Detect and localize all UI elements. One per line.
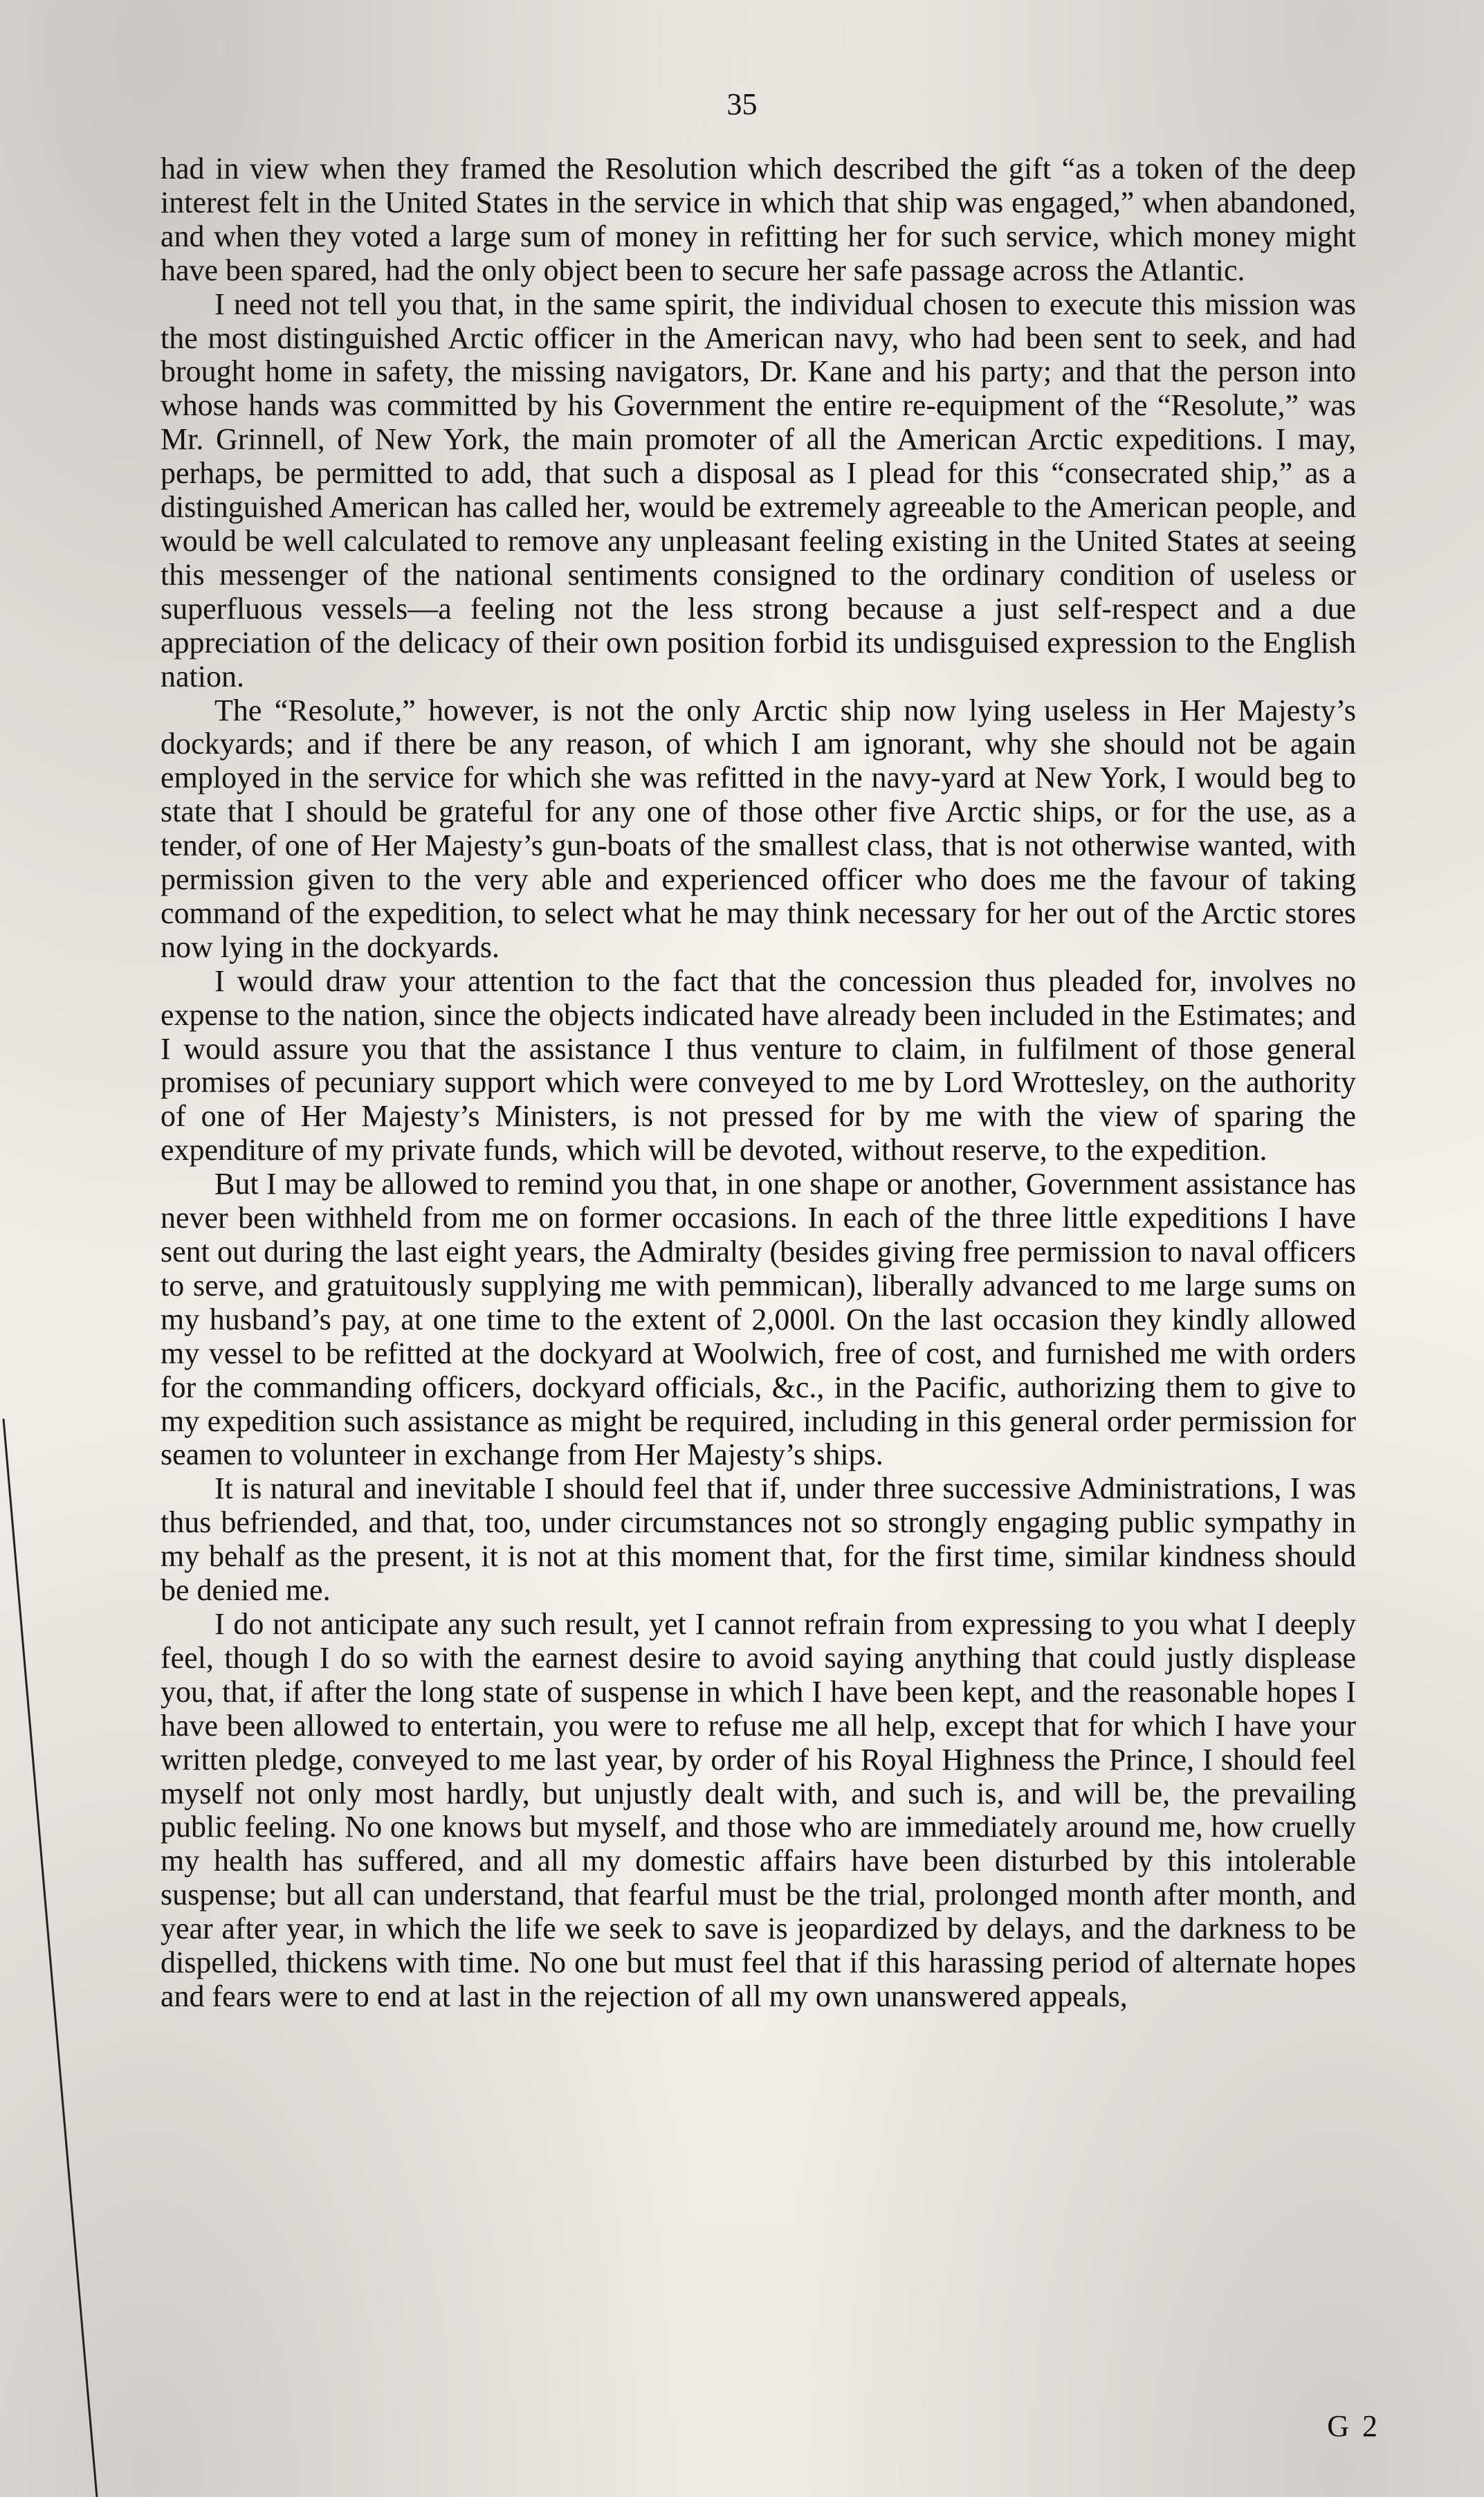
paragraph-1: had in view when they framed the Resolution which described the gift “as a token of the deep interest felt in the United States in the service in which that ship was engaged,” when abandoned, and when they voted a large sum of money in refitting her for such service, which money might have been spared, had the only object been to secure her safe passage across the Atlantic.: [161, 152, 1356, 287]
paragraph-3: The “Resolute,” however, is not the only Arctic ship now lying useless in Her Majesty’s dockyards; and if there be any reason, of which I am ignorant, why she should not be again employed in the service for which she was refitted in the navy-yard at New York, I would beg to state that I should be grateful for any one of those other five Arctic ships, or for the use, as a tender, of one of Her Majesty’s gun-boats of the smallest class, that is not otherwise wanted, with permission given to the very able and experienced officer who does me the favour of taking command of the expedition, to select what he may think necessary for her out of the Arctic stores now lying in the dockyards.: [161, 693, 1356, 964]
paragraph-4: I would draw your attention to the fact that the concession thus pleaded for, involves no expense to the nation, since the objects indicated have already been included in the Estimates; and I would assure you that the assistance I thus venture to claim, in fulfilment of those general promises of pecuniary support which were conveyed to me by Lord Wrottesley, on the authority of one of Her Majesty’s Ministers, is not pressed for by me with the view of sparing the expenditure of my private funds, which will be devoted, without reserve, to the expedition.: [161, 963, 1356, 1168]
paragraph-7: I do not anticipate any such result, yet I cannot refrain from expressing to you what I deeply feel, though I do so with the earnest desire to avoid saying anything that could justly displease you, that, if after the long state of suspense in which I have been kept, and the reasonable hopes I have been allowed to entertain, you were to refuse me all help, except that for which I have your written pledge, conveyed to me last year, by order of his Royal Highness the Prince, I should feel myself not only most hardly, but unjustly dealt with, and such is, and will be, the prevailing public feeling. No one knows but myself, and those who are immediately around me, how cruelly my health has suffered, and all my domestic affairs have been disturbed by this intolerable suspense; but all can understand, that fearful must be the trial, prolonged month after month, and year after year, in which the life we seek to save is jeopardized by delays, and the darkness to be dispelled, thickens with time. No one but must feel that if this harassing period of alternate hopes and fears were to end at last in the rejection of all my own unanswered appeals,: [161, 1606, 1356, 2013]
body-text: [161, 152, 1356, 2014]
page-edge-line: [0, 1419, 138, 2497]
paragraph-5: But I may be allowed to remind you that, in one shape or another, Government assistance has never been withheld from me on former occasions. In each of the three little expeditions I have sent out during the last eight years, the Admiralty (besides giving free permission to naval officers to serve, and gratuitously supplying me with pemmican), liberally advanced to me large sums on my husband’s pay, at one time to the extent of 2,000l. On the last occasion they kindly allowed my vessel to be refitted at the dockyard at Woolwich, free of cost, and furnished me with orders for the commanding officers, dockyard officials, &c., in the Pacific, authorizing them to give to my expedition such assistance as might be required, including in this general order permission for seamen to volunteer in exchange from Her Majesty’s ships.: [161, 1167, 1356, 1472]
page-number: 35: [726, 87, 758, 121]
paragraph-2: I need not tell you that, in the same spirit, the individual chosen to execute this mission was the most distinguished Arctic officer in the American navy, who had been sent to seek, and had brought home in safety, the missing navigators, Dr. Kane and his party; and that the person into whose hands was committed by his Government the entire re-equipment of the “Resolute,” was Mr. Grinnell, of New York, the main promoter of all the American Arctic expeditions. I may, perhaps, be permitted to add, that such a disposal as I plead for this “consecrated ship,” as a distinguished American has called her, would be extremely agreeable to the American people, and would be well calculated to remove any unpleasant feeling existing in the United States at seeing this messenger of the national sentiments consigned to the ordinary condition of useless or superfluous vessels—a feeling not the less strong because a just self-respect and a due appreciation of the delicacy of their own position forbid its undisguised expression to the English nation.: [161, 287, 1356, 693]
signature-mark: G 2: [1327, 2409, 1380, 2443]
paragraph-6: It is natural and inevitable I should feel that if, under three successive Administrations, I was thus befriended, and that, too, under circumstances not so strongly engaging public sympathy in my behalf as the present, it is not at this moment that, for the first time, similar kindness should be denied me.: [161, 1471, 1356, 1608]
